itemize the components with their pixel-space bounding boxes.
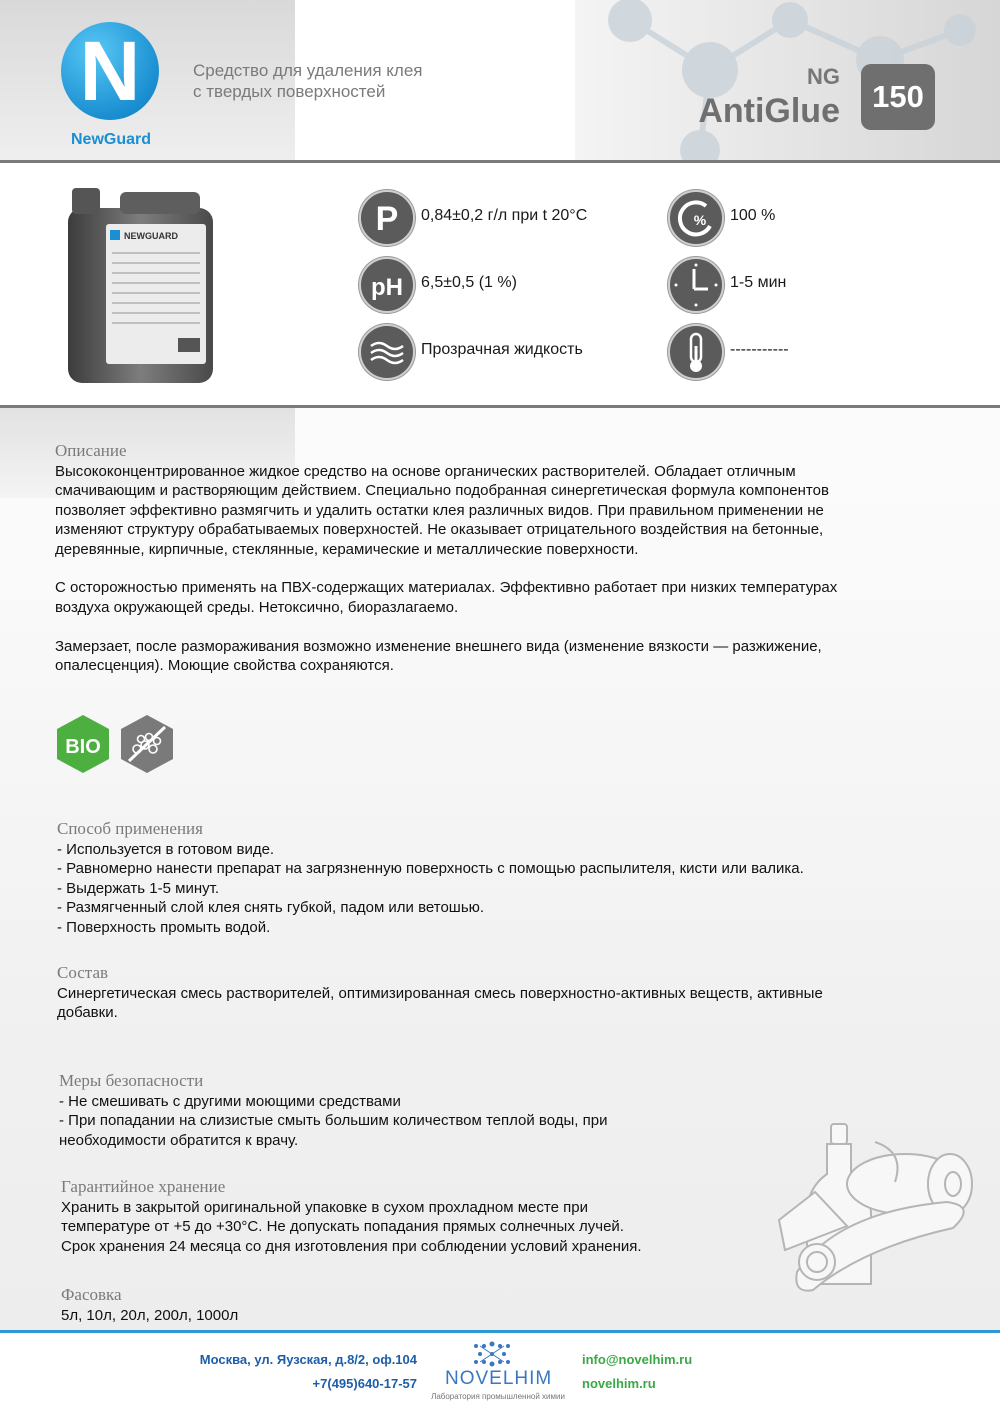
safety-body xyxy=(59,1092,759,1150)
description-line: воздуха окружающей среды. Нетоксично, биоразлагаемо. xyxy=(55,598,459,616)
novelhim-logo-icon xyxy=(470,1340,514,1368)
time-value: 1-5 мин xyxy=(730,274,787,291)
footer-email[interactable]: info@novelhim.ru xyxy=(582,1352,693,1367)
newguard-logo xyxy=(56,22,166,157)
description-line: С осторожностью применять на ПВХ-содержащих материалах. Эффективно работает при низких температурах xyxy=(55,579,838,597)
footer-phone[interactable]: +7(495)640-17-57 xyxy=(312,1376,417,1391)
ph-value: 6,5±0,5 (1 %) xyxy=(421,274,517,291)
composition-body xyxy=(57,984,977,1023)
appearance-value: Прозрачная жидкость xyxy=(421,341,583,358)
storage-line: Хранить в закрытой оригинальной упаковке в сухом прохладном месте при xyxy=(61,1199,588,1216)
footer-address: Москва, ул. Яузская, д.8/2, оф.104 xyxy=(199,1352,417,1367)
packaging-value: 5л, 10л, 20л, 200л, 1000л xyxy=(61,1307,239,1324)
storage-title: Гарантийное хранение xyxy=(61,1177,226,1196)
bio-badge-text: BIO xyxy=(65,736,101,758)
description-line: Высококонцентрированное жидкое средство на основе органических растворителей. Обладает отличным xyxy=(55,463,796,480)
svg-text:P: P xyxy=(375,200,399,238)
description-line: изменяют структуру обрабатываемых поверхностей. Не оказывает отрицательного воздействия на бетонные, xyxy=(55,521,824,539)
list-item: - Равномерно нанести препарат на загрязненную поверхность с помощью распылителя, кисти или валика. xyxy=(57,860,804,878)
ph-icon xyxy=(359,257,415,313)
subtitle-line: Средство для удаления клея xyxy=(193,61,423,80)
usage-title: Способ применения xyxy=(57,819,203,838)
safety-line: - При попадании на слизистые смыть большим количеством теплой воды, при xyxy=(59,1112,608,1130)
safety-line: - Не смешивать с другими моющими средствами xyxy=(59,1093,401,1110)
list-item: - Поверхность промыть водой. xyxy=(57,918,271,936)
svg-text:%: % xyxy=(693,212,707,228)
storage-body xyxy=(61,1198,781,1256)
composition-title: Состав xyxy=(57,963,109,982)
time-icon xyxy=(668,257,724,313)
ph-icon-text: pH xyxy=(371,274,403,301)
safety-line: необходимости обратится к врачу. xyxy=(59,1131,299,1149)
subtitle-line: с твердых поверхностей xyxy=(193,82,386,101)
list-item: - Выдержать 1-5 минут. xyxy=(57,879,219,897)
description-body xyxy=(55,462,975,695)
packaging-title: Фасовка xyxy=(61,1285,122,1304)
logo-n-icon: N xyxy=(79,24,141,118)
product-code-prefix: NG xyxy=(807,64,840,89)
safety-title: Меры безопасности xyxy=(59,1071,204,1090)
canister-image xyxy=(60,178,220,388)
footer-website[interactable]: novelhim.ru xyxy=(582,1376,656,1391)
concentration-icon xyxy=(668,190,724,246)
density-value: 0,84±0,2 г/л при t 20°С xyxy=(421,207,588,224)
novelhim-tagline: Лаборатория промышленной химии xyxy=(431,1392,565,1401)
list-item: - Используется в готовом виде. xyxy=(57,841,275,858)
density-icon xyxy=(359,190,415,246)
product-name: AntiGlue xyxy=(698,92,840,130)
food-illustration-icon xyxy=(775,1122,985,1297)
product-subtitle xyxy=(193,60,493,102)
concentration-value: 100 % xyxy=(730,207,776,224)
description-line: деревянные, кирпичные, стеклянные, керамические и металлические поверхности. xyxy=(55,540,639,558)
description-line: опалесценция). Моющие свойства сохраняются. xyxy=(55,657,394,675)
appearance-icon xyxy=(359,324,415,380)
canister-label: NEWGUARD xyxy=(124,231,178,241)
temperature-icon xyxy=(668,324,724,380)
list-item: - Размягченный слой клея снять губкой, падом или ветошью. xyxy=(57,899,485,917)
description-line: смачивающим и растворяющим действием. Специально подобранная синергетическая формула компонентов xyxy=(55,482,829,500)
description-line: позволяет эффективно размягчить и удалить остатки клея различных видов. При правильном применении не xyxy=(55,501,824,519)
description-title: Описание xyxy=(55,441,127,460)
composition-line: Синергетическая смесь растворителей, оптимизированная смесь поверхностно-активных веществ, активные xyxy=(57,985,823,1002)
storage-line: Срок хранения 24 месяца со дня изготовления при соблюдении условий хранения. xyxy=(61,1237,642,1255)
bio-badge-icon xyxy=(55,713,111,775)
composition-line: добавки. xyxy=(57,1004,118,1022)
product-number-badge: 150 xyxy=(861,64,935,130)
storage-line: температуре от +5 до +30°С. Не допускать попадания прямых солнечных лучей. xyxy=(61,1218,624,1236)
usage-list xyxy=(57,840,977,937)
novelhim-company-name: NOVELHIM xyxy=(445,1368,553,1389)
no-phosphate-badge-icon xyxy=(119,713,175,775)
logo-brand-text: NewGuard xyxy=(70,131,151,148)
temperature-value: ----------- xyxy=(730,341,789,358)
description-line: Замерзает, после размораживания возможно изменение внешнего вида (изменение вязкости — разжижение, xyxy=(55,637,822,655)
